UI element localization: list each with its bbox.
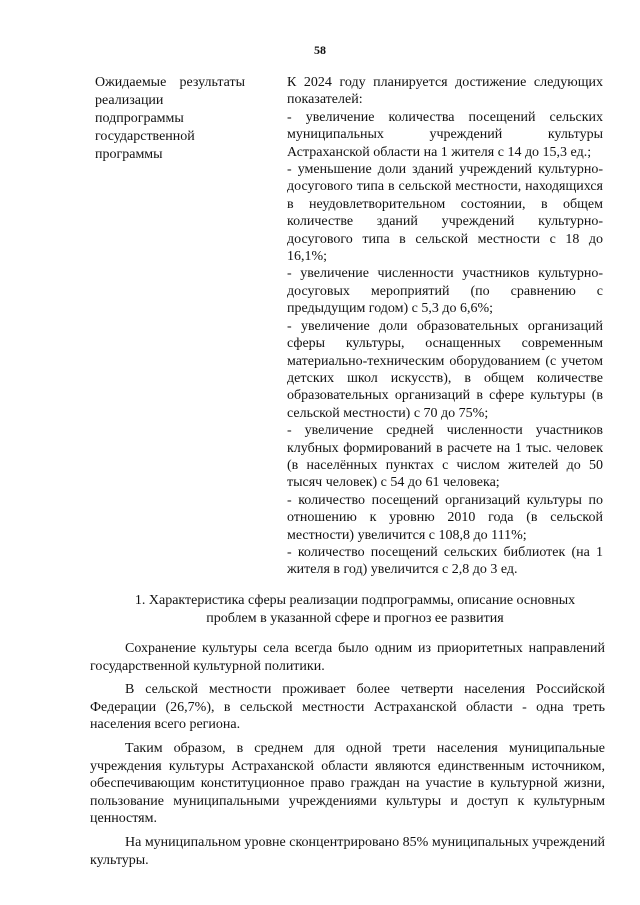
results-intro: К 2024 году планируется достижение следующих показателей: xyxy=(287,75,603,108)
section-paragraph: На муниципальном уровне сконцентрировано 85% муниципальных учреждений культуры. xyxy=(90,834,605,868)
section-paragraph: Таким образом, в среднем для одной трети населения муниципальные учреждения культуры Астраханской области являются единственным источником, обеспечивающим конституционное право граждан на участие в культурной жизни, пользование муниципальными учреждениями культуры и доступ к культурным ценностям. xyxy=(90,740,605,827)
section-body xyxy=(90,640,605,875)
section-paragraph: Сохранение культуры села всегда было одним из приоритетных направлений государственной культурной политики. xyxy=(90,641,605,674)
results-item: - уменьшение доли зданий учреждений культурно-досугового типа в сельской местности, находящихся в неудовлетворительном состоянии, в общем количестве зданий учреждений культурно-досугового типа в сельской местности с 18 до 16,1%; xyxy=(287,162,603,265)
results-item: - увеличение количества посещений сельских муниципальных учреждений культуры Астраханской области на 1 жителя с 14 до 15,3 ед.; xyxy=(287,109,603,160)
results-table xyxy=(95,74,605,579)
results-item: - увеличение численности участников культурно-досуговых мероприятий (по сравнению с предыдущим годом) с 5,3 до 6,6%; xyxy=(287,266,603,317)
results-label: Ожидаемые результаты реализации подпрограммы государственной программы xyxy=(95,75,245,162)
results-item: - количество посещений сельских библиотек (на 1 жителя в год) увеличится с 2,8 до 3 ед. xyxy=(287,544,603,578)
section-paragraph: В сельской местности проживает более четверти населения Российской Федерации (26,7%), в сельской местности Астраханской области - одна треть населения всего региона. xyxy=(90,682,605,733)
page-number: 58 xyxy=(314,43,326,57)
results-body xyxy=(287,74,603,579)
results-item: - увеличение средней численности участников клубных формирований в расчете на 1 тыс. человек (в населённых пунктах с числом жителей до 50 тысяч человек) с 54 до 61 человека; xyxy=(287,423,603,491)
results-item: - количество посещений организаций культуры по отношению к уровню 2010 года (в сельской местности) увеличится с 108,8 до 111%; xyxy=(287,492,603,543)
section-heading: 1. Характеристика сферы реализации подпрограммы, описание основных проблем в указанной сфере и прогноз ее развития xyxy=(134,593,576,626)
results-item: - увеличение доли образовательных организаций сферы культуры, оснащенных современным материально-техническим оборудованием (с учетом детских школ искусств), в общем количестве образовательных организаций в сфере культуры (в сельской местности) с 70 до 75%; xyxy=(287,318,603,421)
